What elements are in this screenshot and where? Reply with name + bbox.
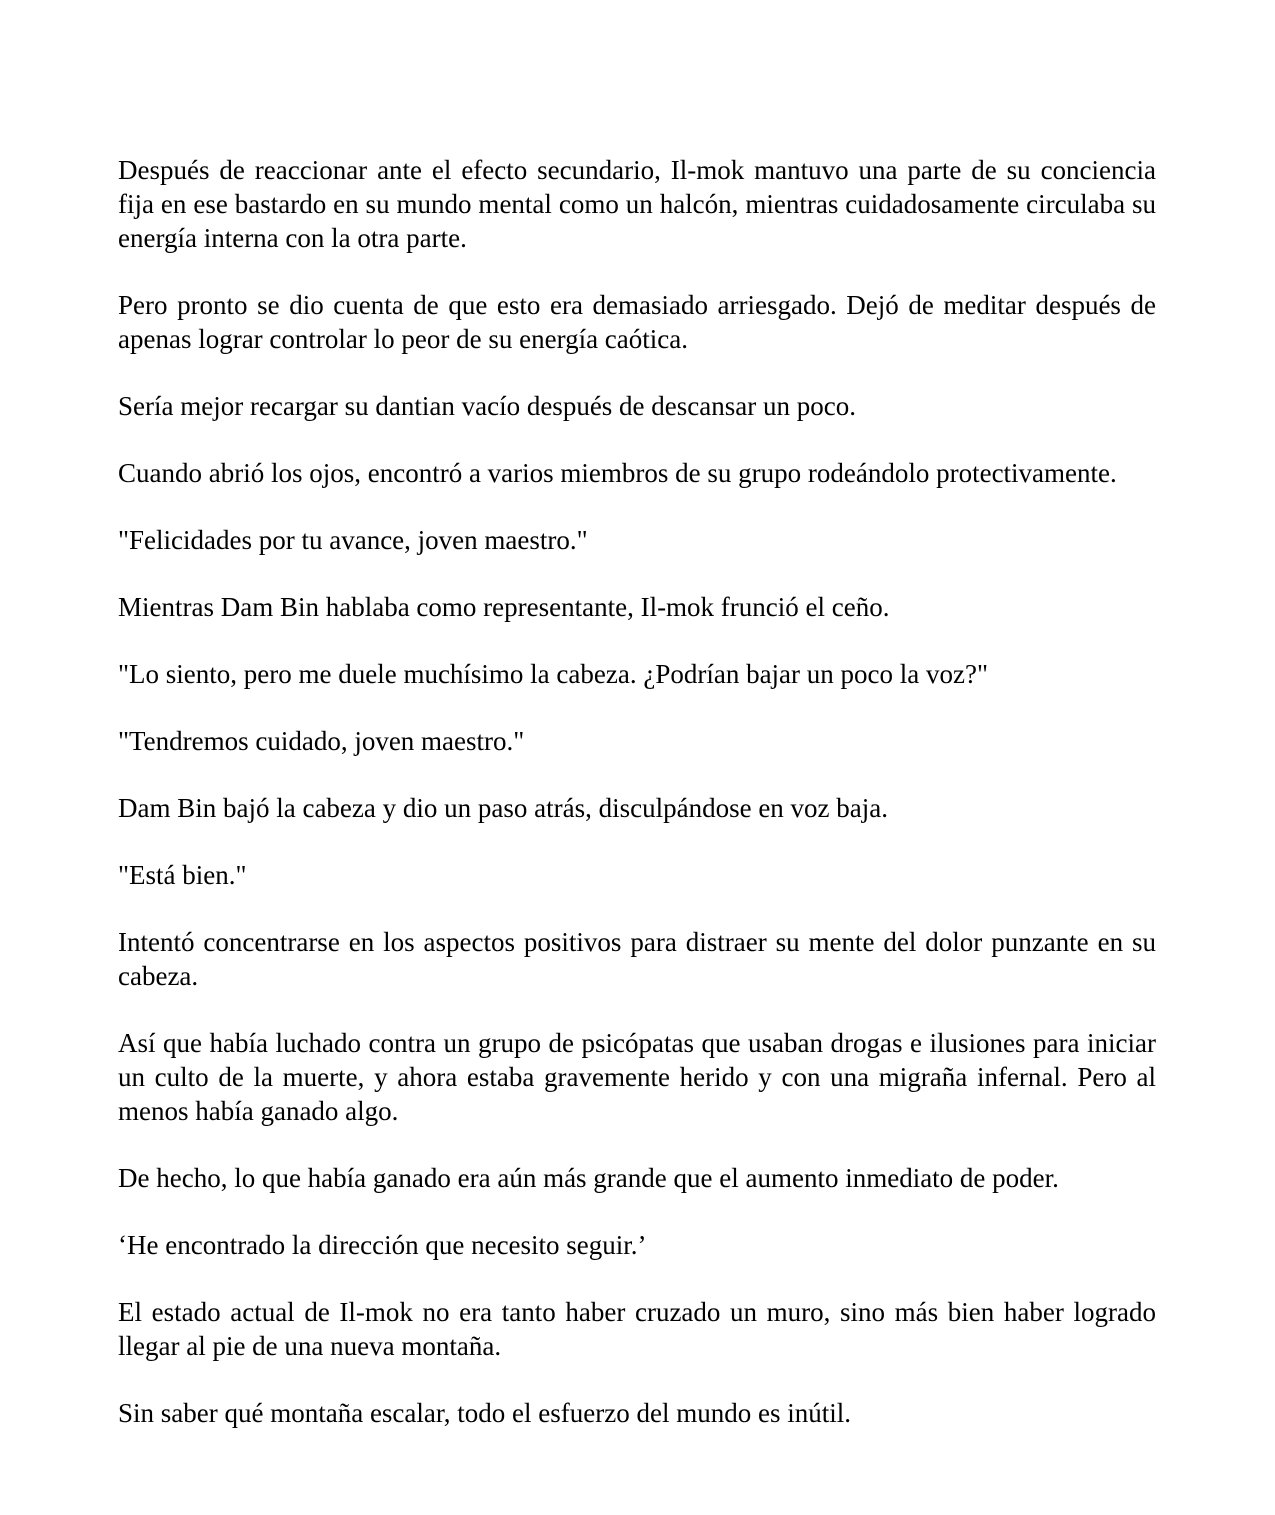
paragraph-1: Después de reaccionar ante el efecto secundario, Il-mok mantuvo una parte de su conciencia fija en ese bastardo en su mundo mental como un halcón, mientras cuidadosamente circulaba su energía interna con la otra parte. <box>118 155 1156 253</box>
paragraph-3: Sería mejor recargar su dantian vacío después de descansar un poco. <box>118 391 856 421</box>
paragraph-4: Cuando abrió los ojos, encontró a varios miembros de su grupo rodeándolo protectivamente. <box>118 458 1117 488</box>
paragraph-7: "Lo siento, pero me duele muchísimo la cabeza. ¿Podrían bajar un poco la voz?" <box>118 659 988 689</box>
paragraph-6: Mientras Dam Bin hablaba como representante, Il-mok frunció el ceño. <box>118 592 890 622</box>
paragraph-9: Dam Bin bajó la cabeza y dio un paso atrás, disculpándose en voz baja. <box>118 793 889 823</box>
paragraph-14: ‘He encontrado la dirección que necesito seguir.’ <box>118 1230 647 1260</box>
paragraph-2: Pero pronto se dio cuenta de que esto era demasiado arriesgado. Dejó de meditar después de apenas lograr controlar lo peor de su energía caótica. <box>118 290 1156 354</box>
paragraph-12: Así que había luchado contra un grupo de psicópatas que usaban drogas e ilusiones para iniciar un culto de la muerte, y ahora estaba gravemente herido y con una migraña infernal. Pero al menos había ganado algo. <box>118 1028 1156 1126</box>
paragraph-16: Sin saber qué montaña escalar, todo el esfuerzo del mundo es inútil. <box>118 1398 851 1428</box>
paragraph-15: El estado actual de Il-mok no era tanto haber cruzado un muro, sino más bien haber logrado llegar al pie de una nueva montaña. <box>118 1297 1156 1361</box>
paragraph-8: "Tendremos cuidado, joven maestro." <box>118 726 525 756</box>
paragraph-5: "Felicidades por tu avance, joven maestro." <box>118 525 588 555</box>
paragraph-13: De hecho, lo que había ganado era aún más grande que el aumento inmediato de poder. <box>118 1163 1059 1193</box>
paragraph-10: "Está bien." <box>118 860 247 890</box>
paragraph-11: Intentó concentrarse en los aspectos positivos para distraer su mente del dolor punzante en su cabeza. <box>118 927 1156 991</box>
document-page <box>118 153 1156 1463</box>
